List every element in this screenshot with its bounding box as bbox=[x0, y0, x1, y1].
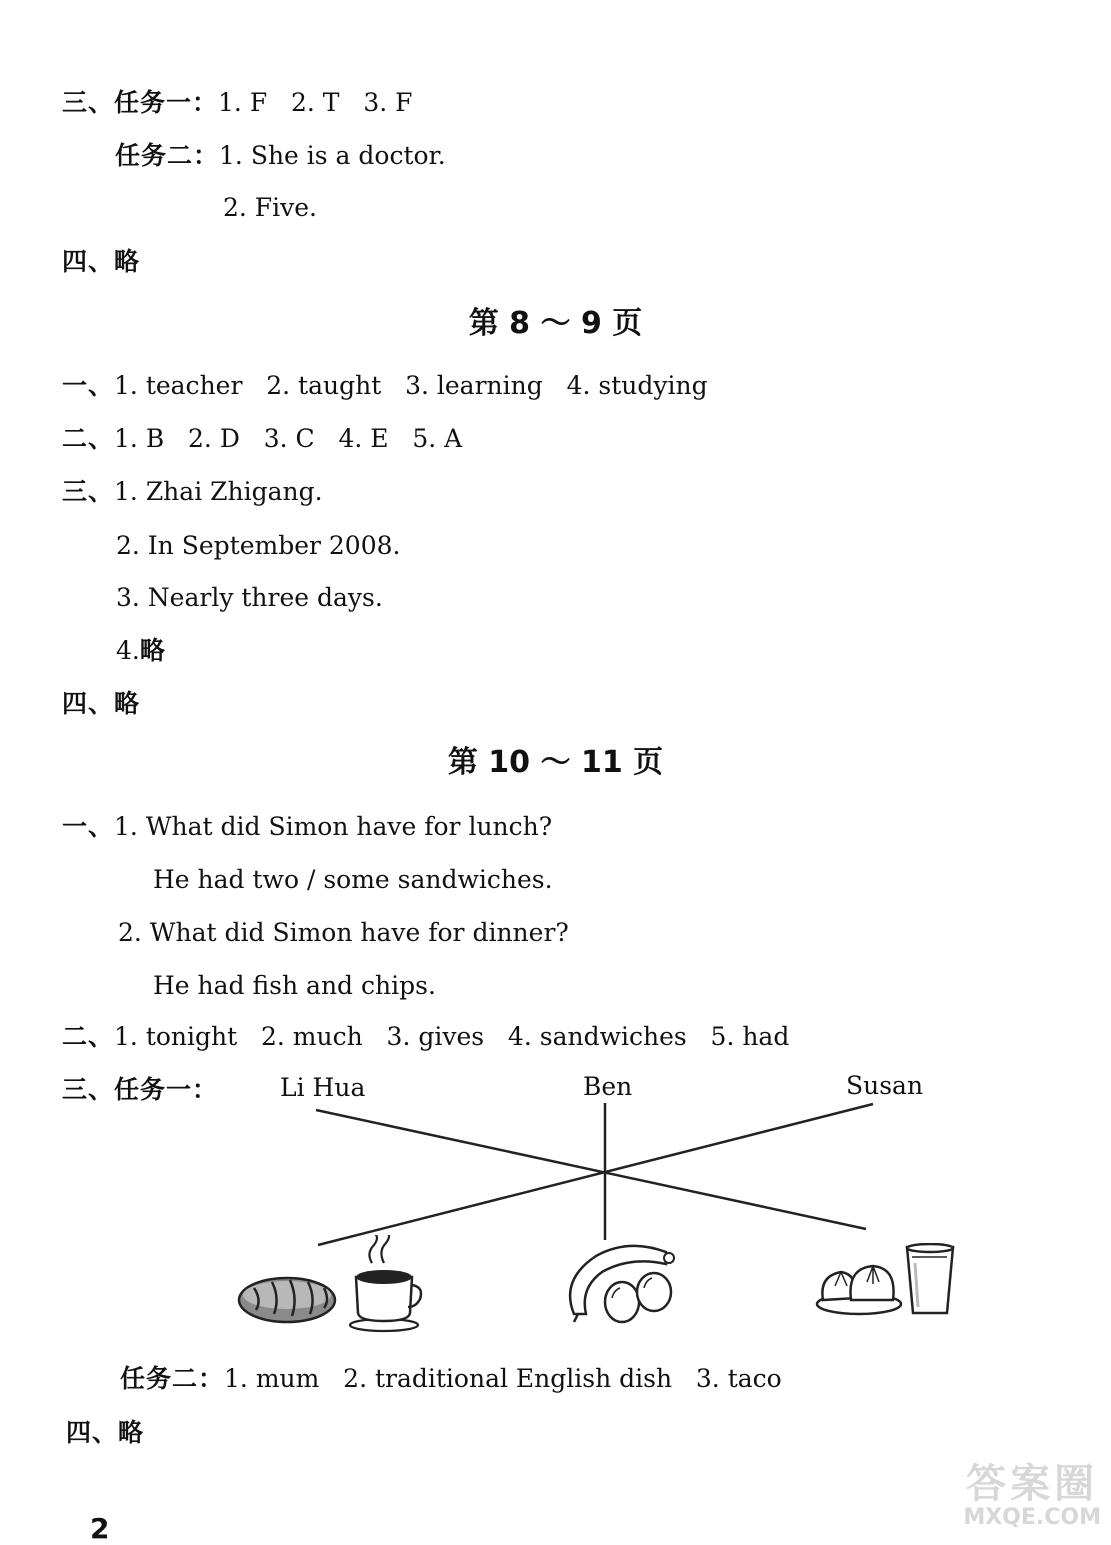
heading-pages-8-9: 第 8 ～ 9 页 bbox=[468, 306, 643, 341]
line-sec-a-3: 2. Five. bbox=[223, 193, 318, 222]
milk-glass-icon bbox=[903, 1243, 957, 1317]
heading-pages-10-11: 第 10 ～ 11 页 bbox=[447, 745, 664, 780]
label: 二、 bbox=[62, 424, 115, 453]
line-susan bbox=[318, 1104, 873, 1245]
line-sec-c-3: 2. What did Simon have for dinner? bbox=[118, 918, 569, 947]
line-sec-c-2: He had two / some sandwiches. bbox=[153, 865, 553, 894]
line-sec-c-6: 三、任务一： bbox=[62, 1075, 219, 1104]
line-sec-b-4: 2. In September 2008. bbox=[116, 531, 401, 560]
answers: 1. Zhai Zhigang. bbox=[114, 477, 323, 506]
answers: 1. B 2. D 3. C 4. E 5. A bbox=[114, 424, 463, 453]
number: 4. bbox=[116, 636, 140, 665]
answers: 1. What did Simon have for lunch? bbox=[114, 812, 553, 841]
line-sec-b-7: 四、略 bbox=[62, 689, 141, 718]
watermark-logo: 答案圈 bbox=[966, 1461, 1099, 1507]
line-sec-c-4: He had fish and chips. bbox=[153, 971, 436, 1000]
label: 一、 bbox=[62, 812, 115, 841]
answers: 1. tonight 2. much 3. gives 4. sandwiches 5. had bbox=[114, 1022, 790, 1051]
name-ben: Ben bbox=[583, 1072, 633, 1101]
answers: 1. She is a doctor. bbox=[219, 141, 446, 170]
line-sec-b-5: 3. Nearly three days. bbox=[116, 583, 383, 612]
line-sec-c-8: 四、略 bbox=[66, 1418, 145, 1447]
buns-icon bbox=[815, 1260, 905, 1320]
label: 三、 bbox=[62, 477, 115, 506]
label: 三、任务一： bbox=[62, 88, 219, 117]
line-sec-c-7 bbox=[120, 1364, 782, 1394]
line-sec-a-4: 四、略 bbox=[62, 247, 141, 276]
label: 任务二： bbox=[115, 141, 220, 170]
text: 略 bbox=[139, 636, 166, 665]
page-number: 2 bbox=[90, 1512, 110, 1545]
label: 任务二： bbox=[120, 1364, 225, 1393]
watermark-url: MXQE.COM bbox=[963, 1505, 1101, 1530]
sausage-eggs-icon bbox=[562, 1240, 682, 1325]
watermark bbox=[963, 1462, 1101, 1530]
name-susan: Susan bbox=[846, 1071, 924, 1100]
bread-icon bbox=[234, 1270, 344, 1330]
answers: 1. F 2. T 3. F bbox=[218, 88, 413, 117]
label: 一、 bbox=[62, 371, 115, 400]
answers: 1. teacher 2. taught 3. learning 4. studying bbox=[114, 371, 708, 400]
answers: 1. mum 2. traditional English dish 3. taco bbox=[224, 1364, 782, 1393]
label: 二、 bbox=[62, 1022, 115, 1051]
coffee-cup-icon bbox=[344, 1235, 424, 1335]
name-li-hua: Li Hua bbox=[280, 1073, 366, 1102]
